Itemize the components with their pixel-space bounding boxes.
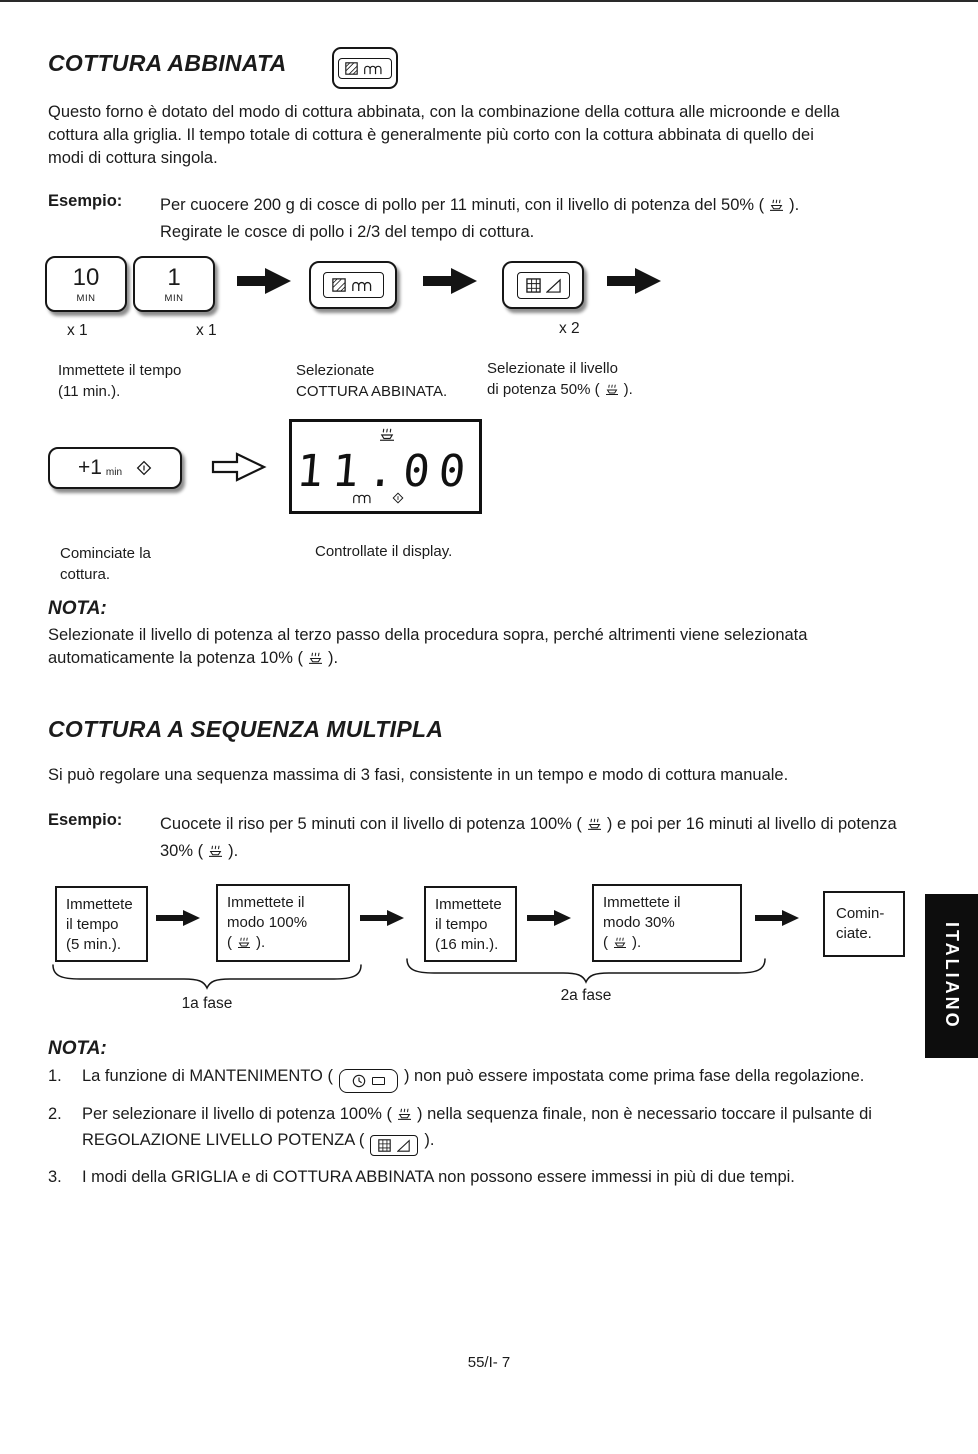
example1-label: Esempio: — [48, 192, 123, 210]
brace-fase-1 — [50, 964, 364, 990]
press-count-2: x 1 — [196, 322, 217, 339]
caption-enter-time: Immettete il tempo (11 min.). — [58, 362, 182, 400]
power-level-icon — [207, 845, 224, 858]
arrow-icon — [237, 266, 293, 296]
hollow-arrow-icon — [210, 450, 268, 484]
power-level-button-icon — [370, 1135, 418, 1156]
caption-select-combination: Selezionate COTTURA ABBINATA. — [296, 362, 448, 400]
power-level-indicator-icon — [378, 428, 396, 442]
flow-arrow-icon — [527, 908, 573, 928]
press-count-3: x 2 — [559, 320, 580, 337]
slope-triangle-icon — [397, 1139, 410, 1152]
caption-select-power: Selezionate il livello di potenza 50% ( ). — [487, 360, 633, 398]
page-number: 55/I- 7 — [467, 1354, 511, 1371]
power-select-icon — [517, 272, 570, 299]
caption-check-display: Controllate il display. — [315, 543, 453, 560]
combination-cook-key — [332, 47, 398, 89]
clock-icon — [352, 1074, 366, 1088]
example1-line2: Regirate le cosce di pollo i 2/3 del tempo di cottura. — [160, 222, 535, 241]
flow-step-3: Immettete il tempo (16 min.). — [424, 886, 517, 962]
key-start-plus1min: +1 min — [48, 447, 182, 489]
note-item-3: 3. I modi della GRIGLIA e di COTTURA ABBINATA non possono essere immessi in più di due tempi. — [48, 1167, 795, 1186]
nota1-label: NOTA: — [48, 598, 107, 619]
hatch-square-icon — [332, 278, 346, 292]
note-item-1: 1. La funzione di MANTENIMENTO ( ) non può essere impostata come prima fase della regolazione. — [48, 1064, 930, 1093]
section2-title: COTTURA A SEQUENZA MULTIPLA — [48, 716, 444, 742]
start-indicator-icon — [392, 492, 404, 504]
flow-arrow-icon — [755, 908, 801, 928]
key-power-level — [502, 261, 584, 309]
flow-arrow-icon — [360, 908, 406, 928]
keep-warm-button-icon — [339, 1069, 398, 1093]
section1-title: COTTURA ABBINATA — [48, 50, 287, 76]
microwave-indicator-icon — [352, 492, 374, 504]
power-level-icon — [604, 384, 620, 396]
hatch-square-icon — [345, 62, 358, 75]
microwave-coil-icon — [363, 63, 385, 75]
fase1-label: 1a fase — [181, 995, 233, 1012]
example2-label: Esempio: — [48, 811, 123, 829]
dish-rect-icon — [372, 1077, 385, 1085]
fase2-label: 2a fase — [560, 987, 612, 1004]
nota2-list — [48, 1064, 930, 1199]
combination-cook-icon — [338, 58, 392, 79]
example1-text — [160, 192, 930, 245]
power-level-icon — [586, 818, 603, 831]
power-level-icon — [307, 652, 324, 665]
caption-start-cooking: Cominciate la cottura. — [60, 545, 151, 583]
key-combination-cook — [309, 261, 397, 309]
power-level-icon — [612, 937, 628, 949]
power-level-icon — [396, 1108, 413, 1121]
arrow-icon — [423, 266, 479, 296]
grid-square-icon — [378, 1139, 391, 1152]
start-diamond-icon — [136, 460, 152, 476]
press-count-1: x 1 — [67, 322, 88, 339]
flow-step-5: Comin- ciate. — [823, 891, 905, 957]
example2-text: Cuocete il riso per 5 minuti con il livello di potenza 100% ( ) e poi per 16 minuti al livello di potenza 30% ( ). — [160, 815, 897, 860]
power-level-icon — [236, 937, 252, 949]
flow-step-1: Immettete il tempo (5 min.). — [55, 886, 148, 962]
language-tab-italiano: ITALIANO — [925, 894, 978, 1058]
display-time: 11.00 — [294, 446, 477, 497]
slope-triangle-icon — [546, 278, 561, 293]
combination-cook-icon — [323, 272, 384, 298]
power-level-icon — [768, 199, 785, 212]
oven-display — [289, 419, 482, 514]
grid-square-icon — [526, 278, 541, 293]
page-edge-line — [0, 0, 978, 2]
flow-step-2: Immettete il modo 100% ( ). — [216, 884, 350, 962]
example1-line1: Per cuocere 200 g di cosce di pollo per 11 minuti, con il livello di potenza del 50% ( ). — [160, 196, 800, 214]
flow-step-4: Immettete il modo 30% ( ). — [592, 884, 742, 962]
arrow-icon — [607, 266, 663, 296]
key-10min: 10 MIN — [45, 256, 127, 312]
nota1-text: Selezionate il livello di potenza al terzo passo della procedura sopra, perché altrimenti viene selezionata automaticamente la potenza 10% ( ). — [48, 626, 808, 667]
key-1min: 1 MIN — [133, 256, 215, 312]
note-item-2: 2. Per selezionare il livello di potenza 100% ( ) nella sequenza finale, non è necessario toccare il pulsante di REGOLAZIONE LIVELLO POTENZA ( ). — [48, 1102, 930, 1156]
brace-fase-2 — [404, 958, 768, 984]
section1-intro: Questo forno è dotato del modo di cottura abbinata, con la combinazione della cottura alle microonde e della cottura alla griglia. Il tempo totale di cottura è generalmente più corto con la cottura abbinata di quello dei modi di cottura singola. — [48, 103, 840, 167]
flow-arrow-icon — [156, 908, 202, 928]
section2-intro: Si può regolare una sequenza massima di 3 fasi, consistente in un tempo e modo di cottura manuale. — [48, 766, 789, 784]
microwave-coil-icon — [351, 279, 375, 292]
nota2-label: NOTA: — [48, 1038, 107, 1059]
